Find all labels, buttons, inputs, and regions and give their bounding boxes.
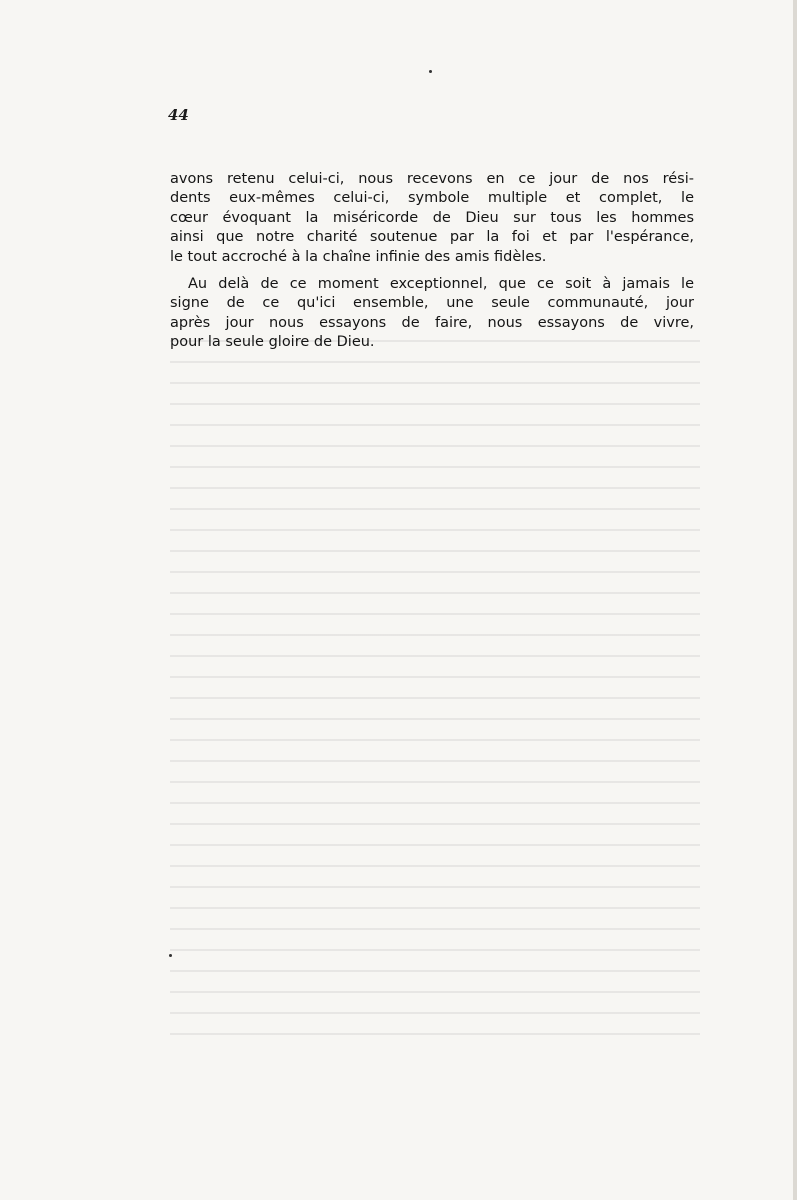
text-line: pour la seule gloire de Dieu.: [170, 334, 375, 351]
page-edge: [793, 0, 797, 1200]
paragraph-1: [170, 170, 694, 267]
show-through-background: [170, 340, 700, 1040]
text-line: le tout accroché à la chaîne infinie des amis fidèles.: [170, 248, 547, 265]
text-line: signe de ce qu'ici ensemble, une seule communauté, jour: [170, 295, 694, 312]
text-line: après jour nous essayons de faire, nous essayons de vivre,: [170, 314, 694, 331]
body-text: [170, 170, 694, 361]
text-line: avons retenu celui-ci, nous recevons en ce jour de nos rési-: [170, 171, 694, 187]
dust-speck: [429, 70, 432, 73]
text-line: dents eux-mêmes celui-ci, symbole multiple et complet, le: [170, 190, 694, 207]
text-line: ainsi que notre charité soutenue par la foi et par l'espérance,: [170, 229, 694, 246]
text-line: cœur évoquant la miséricorde de Dieu sur tous les hommes: [170, 209, 694, 226]
paragraph-2: [170, 275, 694, 353]
page-number: 44: [168, 106, 189, 124]
text-line: Au delà de ce moment exceptionnel, que ce soit à jamais le: [188, 276, 694, 293]
dust-speck: [169, 954, 172, 957]
